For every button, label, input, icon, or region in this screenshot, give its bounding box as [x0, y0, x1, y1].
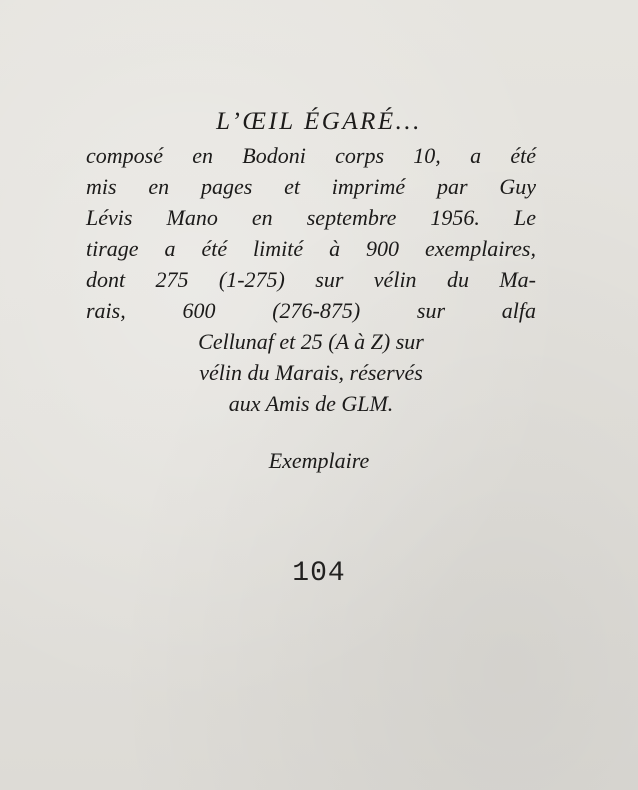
- colophon-line: composé en Bodoni corps 10, a été: [86, 143, 536, 168]
- colophon-line: vélin du Marais, réservés: [199, 360, 423, 385]
- colophon-line: rais, 600 (276-875) sur alfa: [86, 298, 536, 323]
- copy-number: 104: [292, 558, 346, 589]
- colophon-line: tirage a été limité à 900 exemplaires,: [86, 236, 536, 261]
- colophon-line: dont 275 (1-275) sur vélin du Ma-: [86, 267, 536, 292]
- colophon-line: aux Amis de GLM.: [228, 391, 394, 416]
- book-title: L’ŒIL ÉGARÉ...: [216, 108, 422, 135]
- colophon-line: Cellunaf et 25 (A à Z) sur: [198, 329, 424, 354]
- colophon-line: mis en pages et imprimé par Guy: [86, 174, 536, 199]
- colophon-line: Lévis Mano en septembre 1956. Le: [86, 205, 536, 230]
- exemplaire-label: Exemplaire: [268, 448, 370, 473]
- colophon-text: [86, 140, 536, 419]
